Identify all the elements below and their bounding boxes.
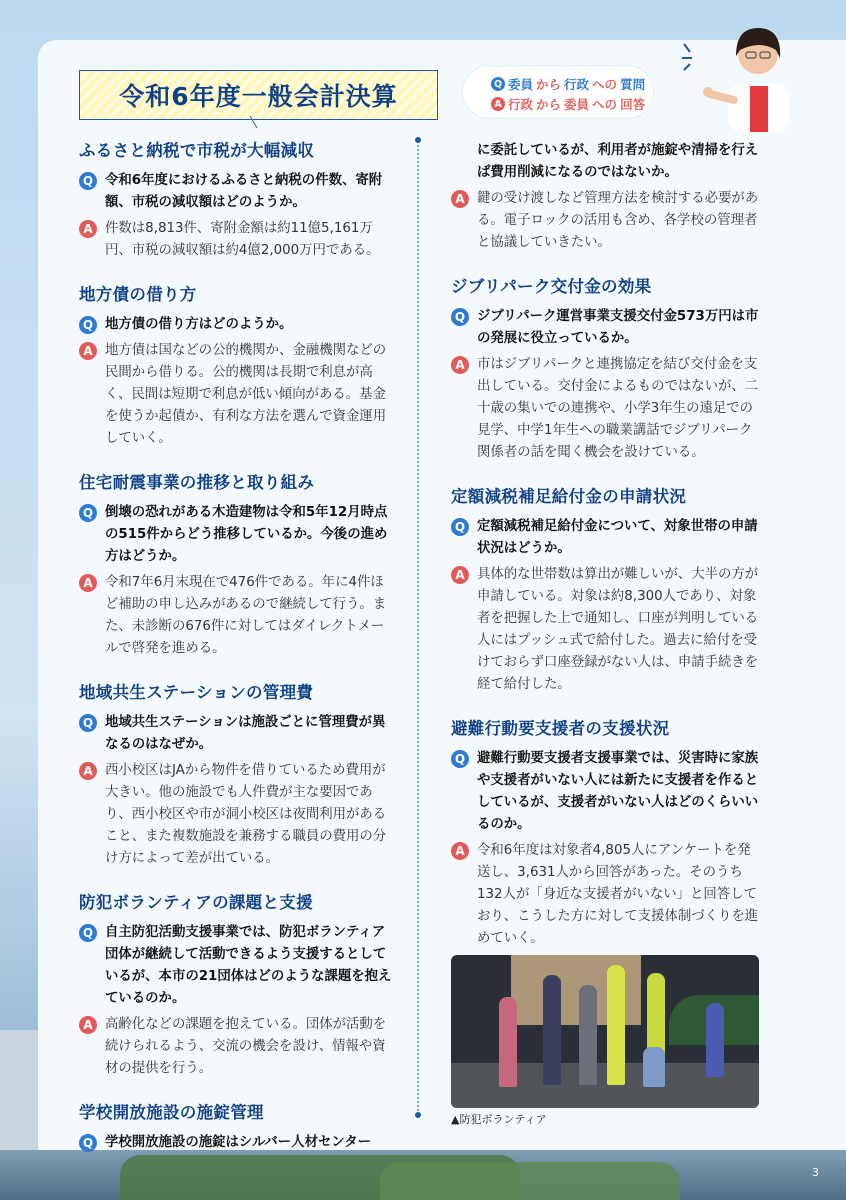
q-badge-icon: Q bbox=[79, 504, 97, 522]
section-community-station bbox=[79, 682, 392, 870]
background-building bbox=[0, 1030, 38, 1160]
a-badge-icon: A bbox=[79, 220, 97, 238]
legend-text: から bbox=[536, 97, 562, 112]
question-block bbox=[451, 306, 764, 350]
section-heading: 住宅耐震事業の推移と取り組み bbox=[79, 473, 315, 492]
a-badge-icon: A bbox=[79, 762, 97, 780]
answer-block bbox=[451, 188, 764, 254]
legend-text: への bbox=[592, 97, 618, 112]
answer-text: 件数は8,813件、寄附金額は約11億5,161万円、市税の減収額は約4億2,000万円である。 bbox=[105, 221, 380, 258]
answer-block bbox=[79, 1014, 392, 1080]
legend-text: 行政 bbox=[564, 77, 590, 92]
section-heading: 地域共生ステーションの管理費 bbox=[79, 683, 314, 702]
legend-text: から bbox=[536, 77, 562, 92]
background-trees-2 bbox=[380, 1162, 680, 1200]
section-heading: 定額減税補足給付金の申請状況 bbox=[451, 487, 687, 506]
right-column bbox=[451, 140, 764, 972]
section-housing-seismic bbox=[79, 472, 392, 660]
q-badge-icon: Q bbox=[451, 308, 469, 326]
answer-block bbox=[451, 564, 764, 696]
question-text: 倒壊の恐れがある木造建物は令和5年12月時点の515件からどう推移しているか。今後の進め方はどうか。 bbox=[105, 505, 388, 564]
legend-text: 委員 bbox=[564, 97, 590, 112]
question-text: 地方債の借り方はどのようか。 bbox=[105, 317, 293, 332]
answer-text: 具体的な世帯数は算出が難しいが、大半の方が申請している。対象は約8,300人であり、対象者を把握した上で通知し、口座が判明している人にはプッシュ式で給付した。過去に給付を受けておらず口座登録がない人は、申請手続きを経て給付した。 bbox=[477, 567, 759, 692]
section-evacuation-support bbox=[451, 718, 764, 950]
photo-person bbox=[543, 975, 561, 1085]
answer-text: 高齢化などの課題を抱えている。団体が活動を続けられるよう、交流の機会を設け、情報や資材の提供を行う。 bbox=[105, 1017, 387, 1076]
answer-text: 市はジブリパークと連携協定を結び交付金を支出している。交付金によるものではないが、二十歳の集いでの連携や、小学3年生の遠足での見学、中学1年生への職業講話でジブリパーク関係者の話を聞く機会を設けている。 bbox=[477, 357, 759, 460]
a-badge-icon: A bbox=[451, 190, 469, 208]
legend-text: 行政 bbox=[508, 97, 534, 112]
legend-question-row bbox=[491, 75, 645, 93]
section-furusato-tax bbox=[79, 140, 392, 262]
council-member-photo bbox=[700, 14, 818, 132]
photo-person bbox=[706, 1003, 724, 1077]
question-block bbox=[79, 314, 392, 336]
section-heading: 避難行動要支援者の支援状況 bbox=[451, 719, 670, 738]
answer-block bbox=[451, 354, 764, 464]
section-heading: ジブリパーク交付金の効果 bbox=[451, 277, 652, 296]
question-block bbox=[79, 712, 392, 756]
answer-block bbox=[79, 572, 392, 660]
answer-text: 鍵の受け渡しなど管理方法を検討する必要がある。電子ロックの活用も含め、各学校の管理者と協議していきたい。 bbox=[477, 191, 759, 250]
answer-text: 地方債は国などの公的機関か、金融機関などの民間から借りる。公的機関は長期で利息が高く、民間は短期で利息が低い傾向がある。基金を使うか起債か、有利な方法を選んで資金運用していく。 bbox=[105, 343, 387, 446]
section-heading: 学校開放施設の施錠管理 bbox=[79, 1103, 264, 1122]
q-badge-icon: Q bbox=[491, 77, 505, 91]
crime-prevention-volunteers-photo bbox=[451, 955, 759, 1108]
question-block bbox=[451, 748, 764, 836]
answer-text: 令和6年度は対象者4,805人にアンケートを発送し、3,631人から回答があった。そのうち132人が「身近な支援者がいない」と回答しており、こうした方に対して支援体制づくりを進めていく。 bbox=[477, 843, 759, 946]
legend-text: 質問 bbox=[620, 77, 646, 92]
legend-text: への bbox=[592, 77, 618, 92]
page-title: 令和6年度一般会計決算 bbox=[119, 82, 398, 111]
section-school-facility-locking bbox=[79, 1102, 392, 1154]
photo-person bbox=[579, 985, 597, 1085]
question-block bbox=[451, 516, 764, 560]
q-badge-icon: Q bbox=[79, 924, 97, 942]
q-badge-icon: Q bbox=[79, 714, 97, 732]
column-divider bbox=[417, 140, 419, 1115]
section-crime-prevention bbox=[79, 892, 392, 1080]
question-text-continued: に委託しているが、利用者が施錠や清掃を行えば費用削減になるのではないか。 bbox=[477, 143, 759, 180]
a-badge-icon: A bbox=[451, 842, 469, 860]
answer-block bbox=[79, 760, 392, 870]
answer-text: 令和7年6月末現在で476件である。年に4件ほど補助の申し込みがあるので継続して行う。また、未診断の676件に対してはダイレクトメールで啓発を進める。 bbox=[105, 575, 387, 656]
question-text: 学校開放施設の施錠はシルバー人材センター bbox=[105, 1135, 372, 1150]
question-block bbox=[79, 170, 392, 214]
question-text: 地域共生ステーションは施設ごとに管理費が異なるのはなぜか。 bbox=[105, 715, 386, 752]
q-badge-icon: Q bbox=[79, 172, 97, 190]
a-badge-icon: A bbox=[79, 574, 97, 592]
section-ghibli-park bbox=[451, 276, 764, 464]
photo-person bbox=[643, 1047, 665, 1087]
question-text: 自主防犯活動支援事業では、防犯ボランティア団体が継続して活動できるよう支援するとしているが、本市の21団体はどのような課題を抱えているのか。 bbox=[105, 925, 392, 1006]
qa-legend bbox=[463, 66, 653, 118]
question-text: 避難行動要支援者支援事業では、災害時に家族や支援者がいない人には新たに支援者を作るとしているが、支援者がいない人はどのくらいいるのか。 bbox=[477, 751, 759, 832]
legend-answer-row bbox=[491, 95, 645, 113]
photo-caption: ▲防犯ボランティア bbox=[451, 1113, 547, 1126]
answer-block bbox=[79, 218, 392, 262]
question-text: 定額減税補足給付金について、対象世帯の申請状況はどうか。 bbox=[477, 519, 758, 556]
legend-text: 回答 bbox=[620, 97, 646, 112]
a-badge-icon: A bbox=[79, 342, 97, 360]
q-badge-icon: Q bbox=[79, 316, 97, 334]
section-tax-benefit bbox=[451, 486, 764, 696]
a-badge-icon: A bbox=[451, 566, 469, 584]
photo-person bbox=[499, 997, 517, 1087]
section-heading: 地方債の借り方 bbox=[79, 285, 197, 304]
section-municipal-bonds bbox=[79, 284, 392, 450]
section-heading: ふるさと納税で市税が大幅減収 bbox=[79, 141, 315, 160]
section-school-facility-locking-cont bbox=[451, 140, 764, 254]
question-text: ジブリパーク運営事業支援交付金573万円は市の発展に役立っているか。 bbox=[477, 309, 759, 346]
a-badge-icon: A bbox=[451, 356, 469, 374]
page-title-box bbox=[79, 70, 438, 120]
question-block bbox=[79, 502, 392, 568]
a-badge-icon: A bbox=[491, 97, 505, 111]
question-block bbox=[79, 922, 392, 1010]
q-badge-icon: Q bbox=[451, 750, 469, 768]
legend-text: 委員 bbox=[508, 77, 534, 92]
photo-person bbox=[607, 965, 625, 1085]
page-number: 3 bbox=[812, 1166, 819, 1179]
left-column bbox=[79, 140, 392, 1176]
section-heading: 防犯ボランティアの課題と支援 bbox=[79, 893, 313, 912]
q-badge-icon: Q bbox=[79, 1134, 97, 1152]
answer-block bbox=[451, 840, 764, 950]
q-badge-icon: Q bbox=[451, 518, 469, 536]
answer-text: 西小校区はJAから物件を借りているため費用が大きい。他の施設でも人件費が主な要因であり、西小校区や市が洞小校区は夜間利用があること、また複数施設を兼務する職員の費用の分け方によって差が出ている。 bbox=[105, 763, 387, 866]
question-block bbox=[79, 1132, 392, 1154]
question-text: 令和6年度におけるふるさと納税の件数、寄附額、市税の減収額はどのようか。 bbox=[105, 173, 383, 210]
answer-block bbox=[79, 340, 392, 450]
a-badge-icon: A bbox=[79, 1016, 97, 1034]
